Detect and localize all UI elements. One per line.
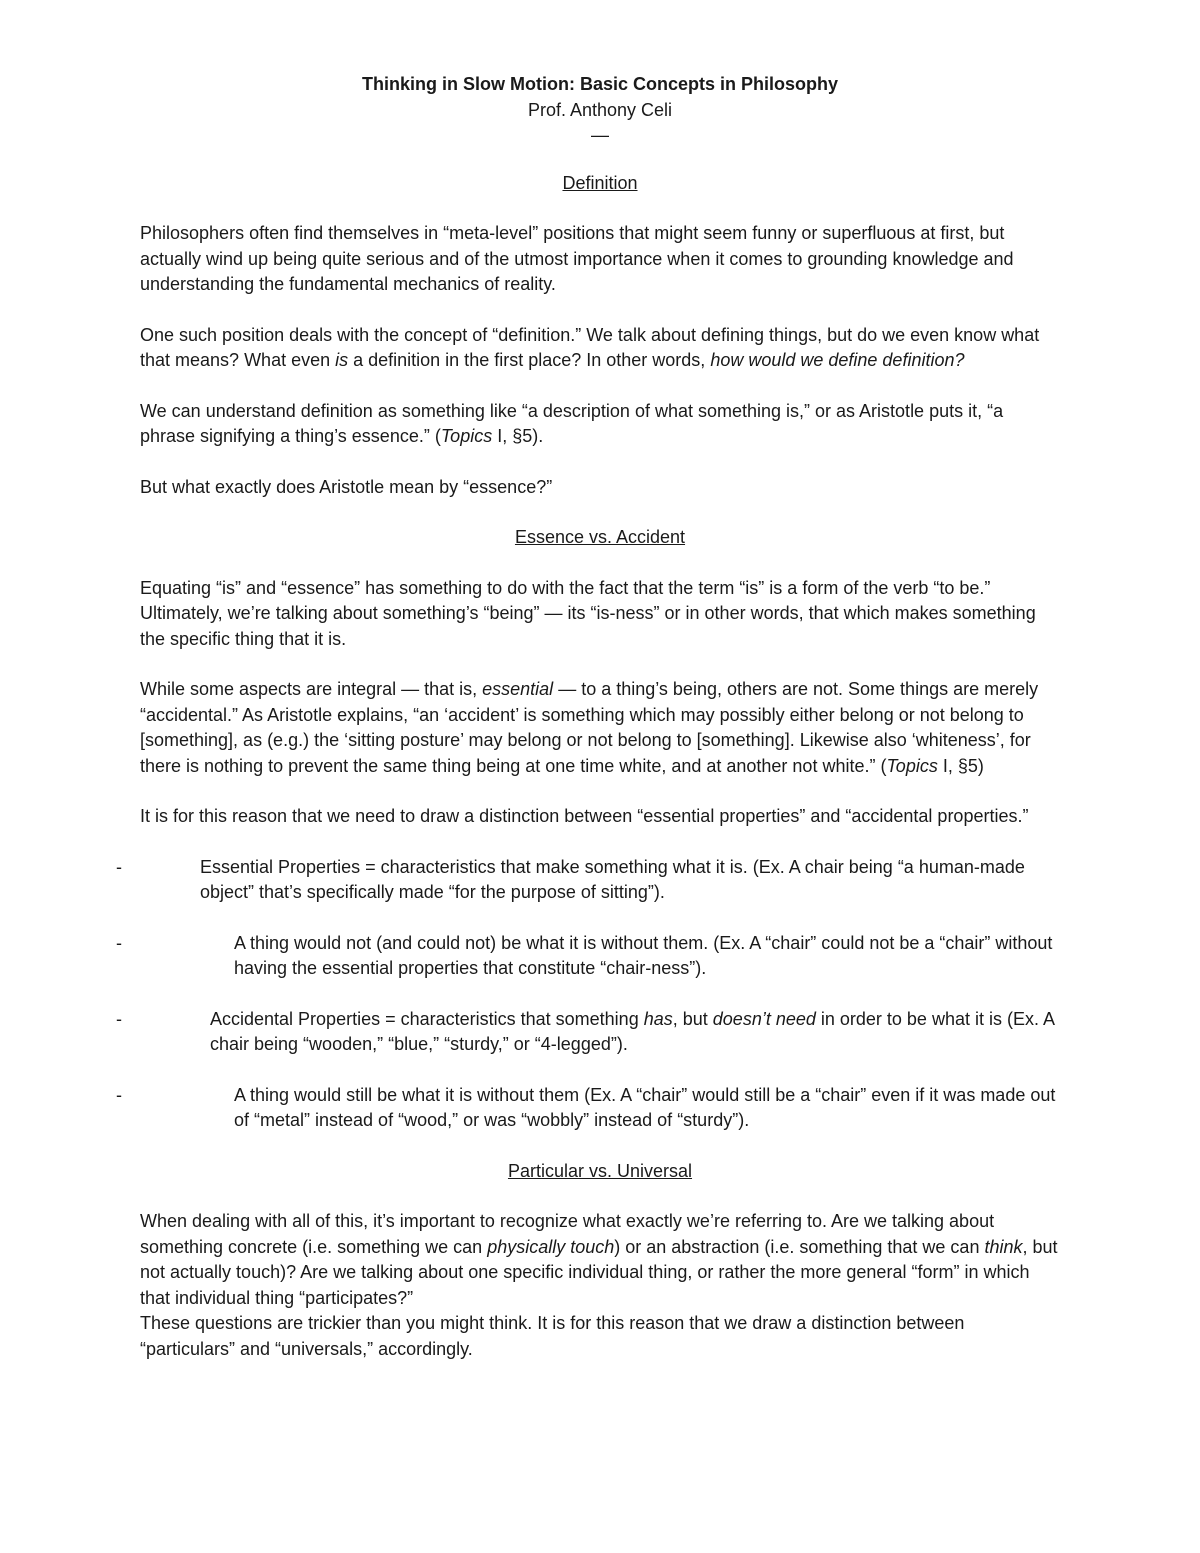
list-item-essential-properties: - Essential Properties = characteristics that make something what it is. (Ex. A chair being “a human-made object” that’s specifically made “for the purpose of sitting”). — [116, 856, 1025, 902]
definition-paragraph-1: Philosophers often find themselves in “meta-level” positions that might seem funny or superfluous at first, but actually wind up being quite serious and of the utmost importance when it comes to grounding knowledge and understanding the fundamental mechanics of reality. — [140, 223, 1014, 294]
essence-paragraph-3: It is for this reason that we need to draw a distinction between “essential properties” and “accidental properties.” — [140, 806, 1029, 826]
document-author: Prof. Anthony Celi — [527, 99, 673, 120]
list-item-accidental-properties: - Accidental Properties = characteristics that something has, but doesn’t need in order to be what it is (Ex. A chair being “wooden,” “blue,” “sturdy,” or “4-legged”). — [116, 1008, 1054, 1054]
essence-paragraph-2: While some aspects are integral — that is, essential — to a thing’s being, others are not. Some things are merely “accidental.” As Aristotle explains, “an ‘accident’ is something which may possibly either belong or not belong to [something], as (e.g.) the ‘sitting posture’ may belong or not belong to [something]. Likewise also ‘whiteness’, for there is nothing to prevent the same thing being at one time white, and at another not white.” (Topics I, §5) — [140, 679, 1039, 776]
bullet-dash: - — [116, 1084, 122, 1105]
properties-list — [116, 855, 1060, 1134]
document-header — [140, 72, 1060, 149]
document-title: Thinking in Slow Motion: Basic Concepts in Philosophy — [361, 74, 838, 94]
definition-paragraph-3: We can understand definition as something like “a description of what something is,” or as Aristotle puts it, “a phrase signifying a thing’s essence.” (Topics I, §5). — [140, 400, 1004, 446]
bullet-dash: - — [116, 1008, 122, 1029]
header-separator: — — [591, 125, 609, 145]
definition-paragraph-2: One such position deals with the concept of “definition.” We talk about defining things, but do we even know what that means? What even is a definition in the first place? In other words, how would we define definition? — [140, 324, 1040, 370]
heading-essence-vs-accident: Essence vs. Accident — [514, 527, 686, 547]
bullet-dash: - — [116, 932, 122, 953]
list-item-accidental-detail: - A thing would still be what it is without them (Ex. A “chair” would still be a “chair” even if it was made out of “metal” instead of “wood,” or was “wobbly” instead of “sturdy”). — [116, 1084, 1056, 1130]
definition-paragraph-4: But what exactly does Aristotle mean by “essence?” — [140, 476, 553, 497]
heading-particular-vs-universal: Particular vs. Universal — [507, 1160, 693, 1181]
list-item-essential-detail: - A thing would not (and could not) be what it is without them. (Ex. A “chair” could not be a “chair” without having the essential properties that constitute “chair-ness”). — [116, 932, 1053, 978]
bullet-dash: - — [116, 856, 122, 877]
heading-definition: Definition — [562, 172, 638, 193]
particular-paragraph-2: These questions are trickier than you might think. It is for this reason that we draw a distinction between “particulars” and “universals,” accordingly. — [140, 1313, 965, 1359]
essence-paragraph-1: Equating “is” and “essence” has something to do with the fact that the term “is” is a form of the verb “to be.” Ultimately, we’re talking about something’s “being” — its “is-ness” or in other words, that which makes something the specific thing that it is. — [140, 577, 1036, 649]
particular-paragraph-1: When dealing with all of this, it’s important to recognize what exactly we’re referring to. Are we talking about something concrete (i.e. something we can physically touch) or an abstraction (i.e. something that we can think, but not actually touch)? Are we talking about one specific individual thing, or rather the more general “form” in which that individual thing “participates?” — [140, 1211, 1058, 1308]
